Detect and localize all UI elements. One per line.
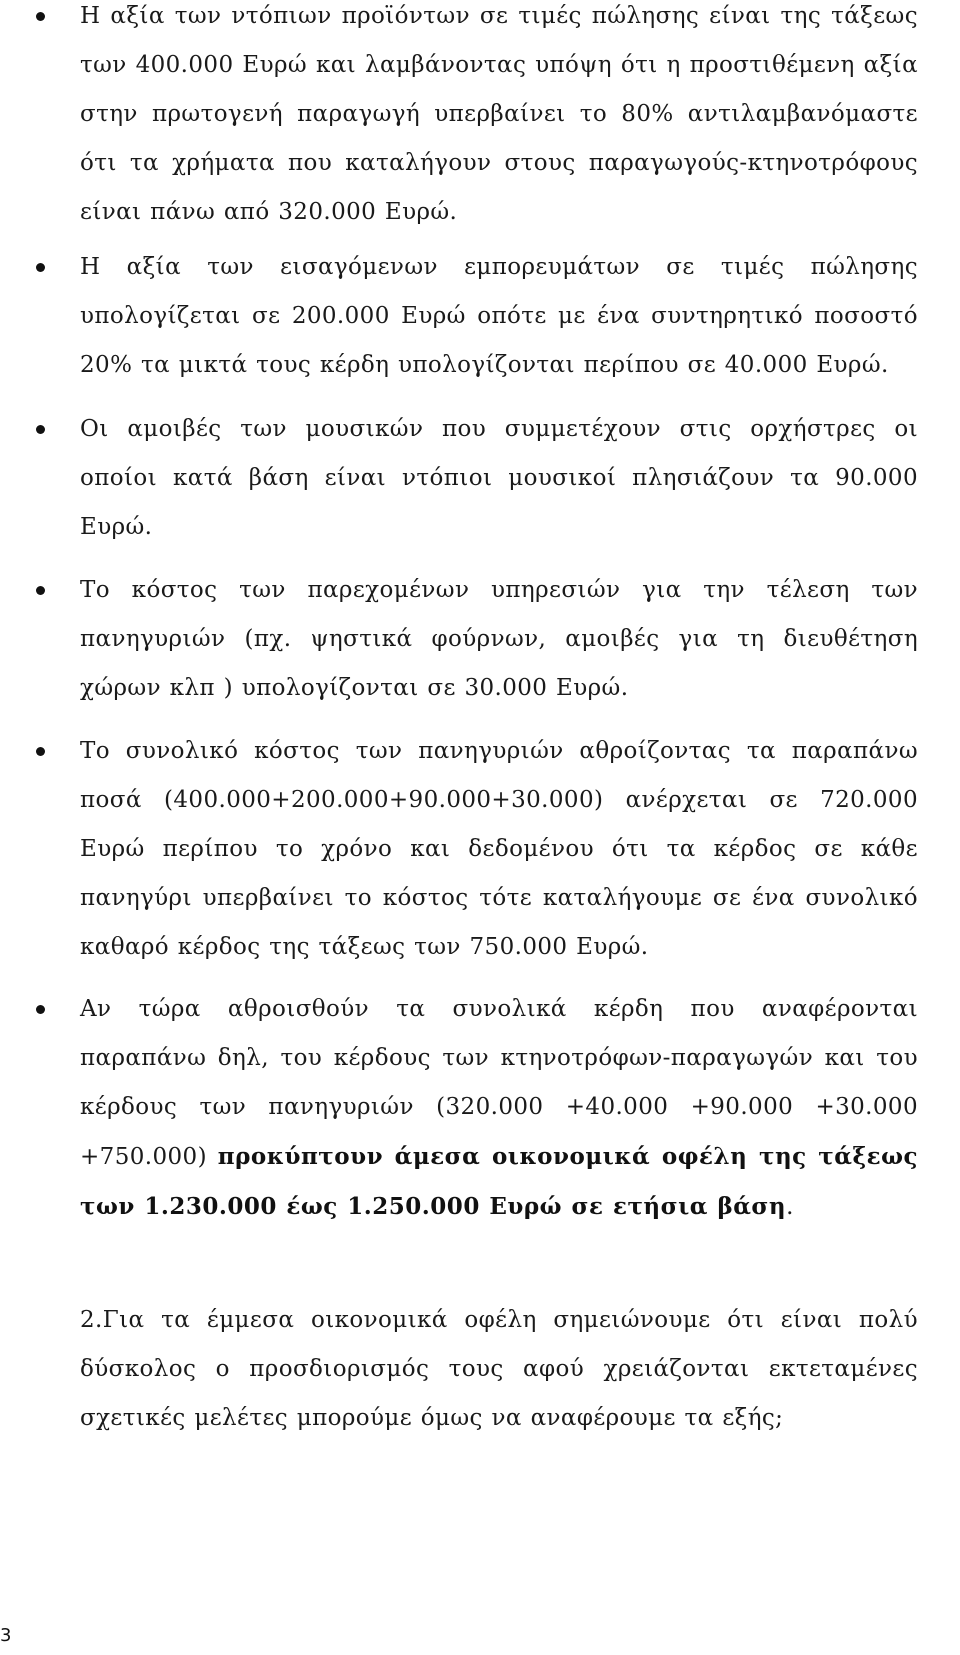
bullet-icon	[36, 12, 45, 21]
bullet-text: Το συνολικό κόστος των πανηγυριών αθροίζοντας τα παραπάνω ποσά (400.000+200.000+90.000+30.000) ανέρχεται σε 720.000 Ευρώ περίπου το χρόνο και δεδομένου ότι τα κέρδος σε κάθε πανηγύρι υπερβαίνει το κόστος τότε καταλήγουμε σε ένα συνολικό καθαρό κέρδος της τάξεως των 750.000 Ευρώ.	[80, 738, 918, 960]
bullet-icon	[36, 263, 45, 272]
bullet-icon	[36, 747, 45, 756]
section-2-paragraph: 2.Για τα έμμεσα οικονομικά οφέλη σημειώνουμε ότι είναι πολύ δύσκολος ο προσδιορισμός τους αφού χρειάζονται εκτεταμένες σχετικές μελέτες μπορούμε όμως να αναφέρουμε τα εξής;	[80, 1307, 918, 1431]
bullet-icon	[36, 425, 45, 434]
bullet-icon	[36, 586, 45, 595]
bullet-item-total-cost	[80, 727, 918, 972]
page-number: 3	[0, 1625, 12, 1646]
bullet-item-imported-goods	[80, 243, 918, 390]
bullet-icon	[36, 1005, 45, 1014]
bullet-item-services-cost	[80, 566, 918, 713]
bullet-text: Η αξία των ντόπιων προϊόντων σε τιμές πώλησης είναι της τάξεως των 400.000 Ευρώ και λαμβάνοντας υπόψη ότι η προστιθέμενη αξία στην πρωτογενή παραγωγή υπερβαίνει το 80% αντιλαμβανόμαστε ότι τα χρήματα που καταλήγουν στους παραγωγούς-κτηνοτρόφους είναι πάνω από 320.000 Ευρώ.	[80, 3, 918, 225]
bullet-text: Η αξία των εισαγόμενων εμπορευμάτων σε τιμές πώλησης υπολογίζεται σε 200.000 Ευρώ οπότε με ένα συντηρητικό ποσοστό 20% τα μικτά τους κέρδη υπολογίζονται περίπου σε 40.000 Ευρώ.	[80, 254, 918, 378]
bullet-text: Οι αμοιβές των μουσικών που συμμετέχουν στις ορχήστρες οι οποίοι κατά βάση είναι ντόπιοι μουσικοί πλησιάζουν τα 90.000 Ευρώ.	[80, 416, 918, 540]
bullet-text-bold: προκύπτουν άμεσα οικονομικά οφέλη της τάξεως των 1.230.000 έως 1.250.000 Ευρώ σε ετήσια βάση	[80, 1143, 918, 1220]
bullet-text: Το κόστος των παρεχομένων υπηρεσιών για την τέλεση των πανηγυριών (πχ. ψηστικά φούρνων, αμοιβές για τη διευθέτηση χώρων κλπ ) υπολογίζονται σε 30.000 Ευρώ.	[80, 577, 918, 701]
bullet-item-local-products	[80, 0, 918, 237]
bullet-item-total-benefits	[80, 985, 918, 1232]
bullet-text-end: .	[786, 1194, 794, 1220]
bullet-text: Αν τώρα αθροισθούν τα συνολικά κέρδη που αναφέρονται παραπάνω δηλ, του κέρδους των κτηνοτρόφων-παραγωγών και του κέρδους των πανηγυριών (320.000 +40.000 +90.000 +30.000 +750.000)	[80, 996, 918, 1170]
bullet-item-musicians-fees	[80, 405, 918, 552]
